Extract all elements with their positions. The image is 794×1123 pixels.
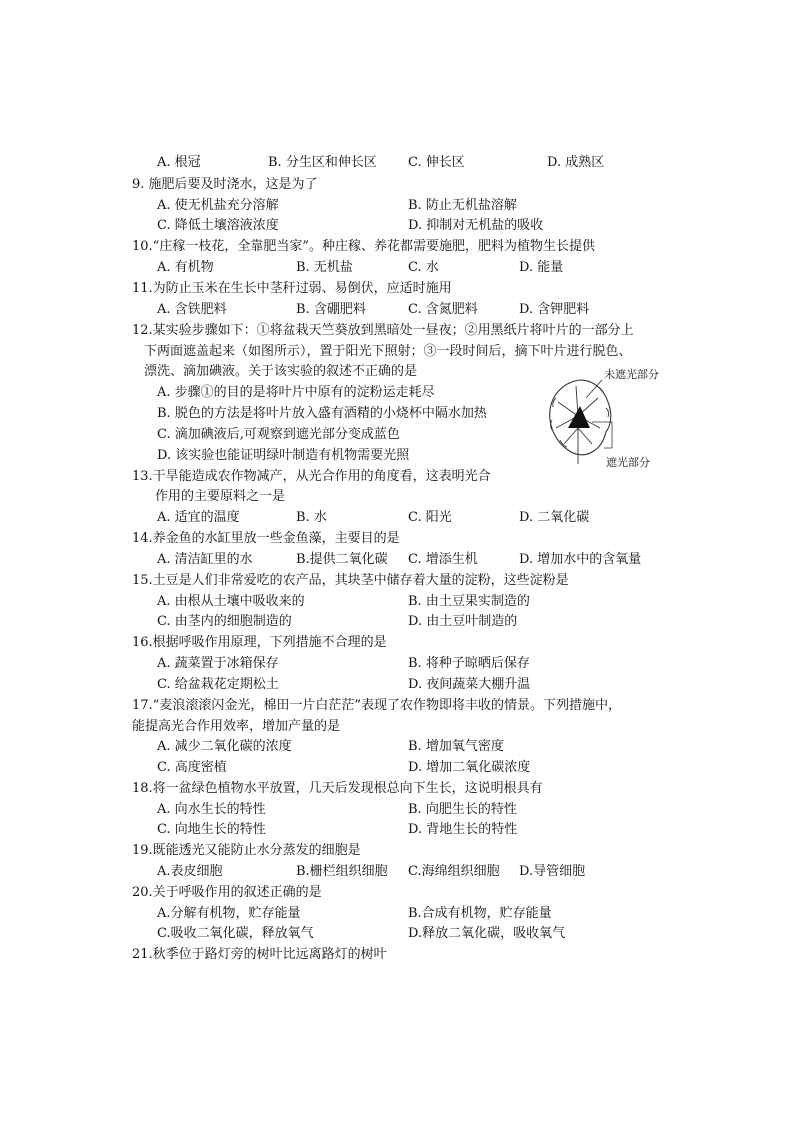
q9-option-a: A. 使无机盐充分溶解 (157, 198, 279, 213)
q18-option-b: B. 向肥生长的特性 (408, 802, 517, 817)
q17-option-c: C. 高度密植 (157, 760, 227, 775)
q14-stem: 14.养金鱼的水缸里放一些金鱼藻，主要目的是 (132, 531, 400, 546)
q9-option-b: B. 防止无机盐溶解 (408, 198, 517, 213)
q11-option-c: C. 含氮肥料 (408, 302, 478, 317)
q20-option-d: D.释放二氧化碳，吸收氧气 (408, 926, 566, 941)
q10-stem: 10.“庄稼一枝花，全靠肥当家”。种庄稼、养花都需要施肥，肥料为植物生长提供 (132, 239, 595, 254)
q10-option-b: B. 无机盐 (296, 260, 353, 275)
q19-option-a: A.表皮细胞 (157, 864, 223, 879)
q13-option-c: C. 阳光 (408, 510, 452, 525)
q16-option-b: B. 将种子晾晒后保存 (408, 656, 530, 671)
leaf-illustration (546, 368, 666, 470)
q14-option-a: A. 清洁缸里的水 (157, 552, 253, 567)
q13-stem-line-2: 作用的主要原料之一是 (155, 489, 286, 504)
q11-option-b: B. 含硼肥料 (296, 302, 366, 317)
q15-option-c: C. 由茎内的细胞制造的 (157, 614, 292, 629)
q8-option-c: C. 伸长区 (408, 155, 465, 170)
q19-option-d: D.导管细胞 (519, 864, 586, 879)
q10-option-c: C. 水 (408, 260, 439, 275)
q11-stem: 11.为防止玉米在生长中茎秆过弱、易倒伏，应适时施用 (132, 281, 452, 296)
q16-stem: 16.根据呼吸作用原理，下列措施不合理的是 (132, 635, 387, 650)
q10-option-a: A. 有机物 (157, 260, 214, 275)
q12-option-b: B. 脱色的方法是将叶片放入盛有酒精的小烧杯中隔水加热 (157, 406, 487, 421)
q13-option-a: A. 适宜的温度 (157, 510, 240, 525)
q19-option-c: C.海绵组织细胞 (408, 864, 500, 879)
q17-stem-line-2: 能提高光合作用效率，增加产量的是 (132, 719, 341, 734)
q16-option-a: A. 蔬菜置于冰箱保存 (157, 656, 279, 671)
leaf-figure (546, 368, 666, 470)
q17-option-b: B. 增加氧气密度 (408, 739, 504, 754)
q12-stem-line-3: 漂洗、滴加碘液。关于该实验的叙述不正确的是 (144, 364, 418, 379)
q18-stem: 18.将一盆绿色植物水平放置，几天后发现根总向下生长，这说明根具有 (132, 781, 543, 796)
q17-option-a: A. 减少二氧化碳的浓度 (157, 739, 292, 754)
q18-option-a: A. 向水生长的特性 (157, 802, 266, 817)
q21-stem: 21.秋季位于路灯旁的树叶比远离路灯的树叶 (132, 947, 387, 962)
q12-stem-line-1: 12.某实验步骤如下：①将盆栽天竺葵放到黑暗处一昼夜；②用黑纸片将叶片的一部分上 (132, 323, 634, 338)
q13-option-b: B. 水 (296, 510, 327, 525)
q15-option-a: A. 由根从土壤中吸收来的 (157, 594, 305, 609)
q20-option-c: C.吸收二氧化碳，释放氧气 (157, 926, 314, 941)
q18-option-c: C. 向地生长的特性 (157, 822, 266, 837)
q9-option-c: C. 降低土壤溶液浓度 (157, 218, 279, 233)
q11-option-a: A. 含铁肥料 (157, 302, 227, 317)
q12-stem-line-2: 下两面遮盖起来（如图所示），置于阳光下照射；③一段时间后，摘下叶片进行脱色、 (144, 344, 632, 359)
q14-option-d: D. 增加水中的含氧量 (519, 552, 642, 567)
q12-option-c: C. 滴加碘液后,可观察到遮光部分变成蓝色 (157, 427, 400, 442)
q14-option-c: C. 增添生机 (408, 552, 478, 567)
q16-option-c: C. 给盆栽花定期松土 (157, 677, 279, 692)
q13-option-d: D. 二氧化碳 (519, 510, 590, 525)
q17-stem-line-1: 17.“麦浪滚滚闪金光，棉田一片白茫茫”表现了农作物即将丰收的情景。下列措施中， (132, 698, 621, 713)
q9-stem: 9. 施肥后要及时浇水，这是为了 (132, 177, 318, 192)
q19-option-b: B.栅栏组织细胞 (296, 864, 388, 879)
q16-option-d: D. 夜间蔬菜大棚升温 (408, 677, 531, 692)
q12-option-a: A. 步骤①的目的是将叶片中原有的淀粉运走耗尽 (157, 385, 435, 400)
q12-option-d: D. 该实验也能证明绿叶制造有机物需要光照 (157, 448, 410, 463)
q20-option-b: B.合成有机物，贮存能量 (408, 906, 552, 921)
q15-option-d: D. 由土豆叶制造的 (408, 614, 518, 629)
figure-label-covered: 遮光部分 (606, 456, 650, 469)
q8-option-d: D. 成熟区 (547, 155, 605, 170)
q15-option-b: B. 由土豆果实制造的 (408, 594, 530, 609)
q8-option-b: B. 分生区和伸长区 (268, 155, 377, 170)
q19-stem: 19.既能透光又能防止水分蒸发的细胞是 (132, 843, 361, 858)
q10-option-d: D. 能量 (519, 260, 564, 275)
q15-stem: 15.土豆是人们非常爱吃的农产品，其块茎中储存着大量的淀粉，这些淀粉是 (132, 573, 569, 588)
q14-option-b: B.提供二氧化碳 (296, 552, 388, 567)
q8-option-a: A. 根冠 (157, 155, 201, 170)
q11-option-d: D. 含钾肥料 (519, 302, 590, 317)
q20-option-a: A.分解有机物，贮存能量 (157, 906, 301, 921)
figure-label-uncovered: 未遮光部分 (604, 368, 659, 381)
q13-stem-line-1: 13.干旱能造成农作物减产，从光合作用的角度看，这表明光合 (132, 469, 491, 484)
q9-option-d: D. 抑制对无机盐的吸收 (408, 218, 544, 233)
q20-stem: 20.关于呼吸作用的叙述正确的是 (132, 885, 322, 900)
q18-option-d: D. 背地生长的特性 (408, 822, 518, 837)
q17-option-d: D. 增加二氧化碳浓度 (408, 760, 531, 775)
